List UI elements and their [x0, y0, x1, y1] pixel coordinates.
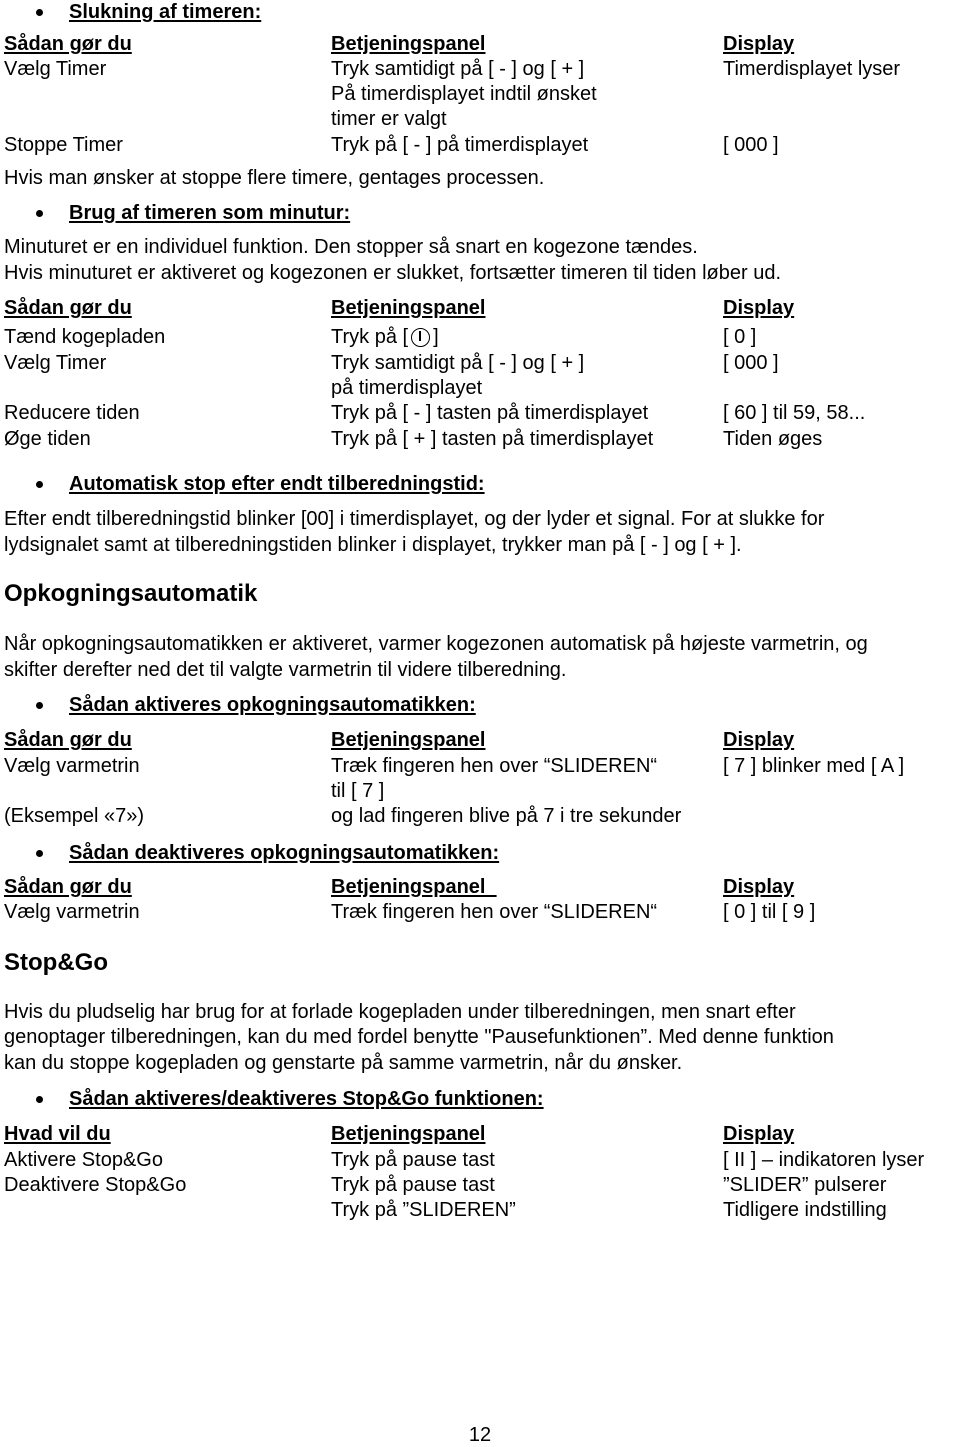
cell: [ 0 ] [723, 326, 757, 348]
cell: Træk fingeren hen over “SLIDEREN“ [331, 755, 658, 777]
cell: På timerdisplayet indtil ønsket [331, 83, 597, 105]
cell: Tryk på [ + ] tasten på timerdisplayet [331, 428, 654, 450]
header-col2: Betjeningspanel [331, 729, 486, 751]
cell: ”SLIDER” pulserer [723, 1174, 887, 1196]
cell: Tænd kogepladen [4, 326, 166, 348]
cell: Tiden øges [723, 428, 823, 450]
header-col3: Display [723, 297, 795, 319]
note-text [0, 166, 960, 191]
text: kan du stoppe kogepladen og genstarte på samme varmetrin, når du ønsker. [4, 1052, 683, 1074]
header-col3: Display [723, 876, 795, 898]
bullet-dot [36, 1096, 43, 1103]
bullet-dot [36, 702, 43, 709]
cell: Tryk på pause tast [331, 1174, 495, 1196]
text: Hvis minuturet er aktiveret og kogezonen er slukket, fortsætter timeren til tiden løber ud. [4, 262, 782, 284]
table-row [0, 401, 960, 426]
cell: Reducere tiden [4, 402, 140, 424]
text: Når opkogningsautomatikken er aktiveret, varmer kogezonen automatisk på højeste varmetrin, og [4, 633, 868, 655]
cell: Tryk på pause tast [331, 1149, 495, 1171]
cell: Tryk på [ - ] på timerdisplayet [331, 134, 589, 156]
header-col2: Betjeningspanel [331, 876, 497, 898]
bullet-title: Sådan aktiveres/deaktiveres Stop&Go funktionen: [69, 1088, 544, 1110]
cell: [ II ] – indikatoren lyser [723, 1149, 925, 1171]
table-row [0, 376, 960, 401]
table-row [0, 1148, 960, 1173]
text: lydsignalet samt at tilberedningstiden blinker i displayet, trykker man på [ - ] og [ + ]. [4, 534, 742, 556]
header-col1: Sådan gør du [4, 33, 132, 55]
text: Efter endt tilberedningstid blinker [00] i timerdisplayet, og der lyder et signal. For at slukke for [4, 508, 825, 530]
header-col2: Betjeningspanel [331, 33, 486, 55]
table-row [0, 82, 960, 107]
table-header [0, 875, 960, 900]
cell: Aktivere Stop&Go [4, 1149, 163, 1171]
cell: Tryk samtidigt på [ - ] og [ + ] [331, 352, 585, 374]
text: Minuturet er en individuel funktion. Den stopper så snart en kogezone tændes. [4, 236, 698, 258]
cell: Vælg varmetrin [4, 755, 140, 777]
text: skifter derefter ned det til valgte varmetrin til videre tilberedning. [4, 659, 567, 681]
paragraph-line [0, 261, 960, 286]
table-row [0, 804, 960, 829]
cell: og lad fingeren blive på 7 i tre sekunder [331, 805, 682, 827]
header-col2: Betjeningspanel [331, 1123, 486, 1145]
cell: Stoppe Timer [4, 134, 123, 156]
paragraph-line [0, 1051, 960, 1076]
table-row [0, 107, 960, 132]
table-row [0, 779, 960, 804]
table-row [0, 351, 960, 376]
cell: Træk fingeren hen over “SLIDEREN“ [331, 901, 658, 923]
cell: Vælg Timer [4, 352, 107, 374]
bullet-title: Slukning af timeren: [69, 1, 262, 23]
cell: [ 60 ] til 59, 58... [723, 402, 866, 424]
header-col3: Display [723, 33, 795, 55]
table-header [0, 728, 960, 753]
paragraph-line [0, 507, 960, 532]
bullet-dot [36, 481, 43, 488]
cell: Vælg varmetrin [4, 901, 140, 923]
cell: Timerdisplayet lyser [723, 58, 901, 80]
cell: timer er valgt [331, 108, 447, 130]
paragraph-line [0, 632, 960, 657]
section-heading: Stop&Go [4, 949, 108, 976]
text: genoptager tilberedningen, kan du med fordel benytte "Pausefunktionen”. Med denne funktion [4, 1026, 834, 1048]
section-heading: Opkogningsautomatik [4, 580, 258, 607]
table-row [0, 1198, 960, 1223]
cell: Deaktivere Stop&Go [4, 1174, 187, 1196]
table-header [0, 32, 960, 57]
cell-text: ] [433, 326, 439, 348]
table-row [0, 57, 960, 82]
table-row [0, 325, 960, 350]
header-col1: Sådan gør du [4, 297, 132, 319]
header-col2: Betjeningspanel [331, 297, 486, 319]
table-header [0, 1122, 960, 1147]
cell: til [ 7 ] [331, 780, 385, 802]
cell: Tryk på [ - ] tasten på timerdisplayet [331, 402, 649, 424]
paragraph-line [0, 533, 960, 558]
cell-text: Tryk på [ [331, 326, 409, 348]
bullet-dot [36, 850, 43, 857]
cell: [ 000 ] [723, 352, 779, 374]
note: Hvis man ønsker at stoppe flere timere, gentages processen. [4, 167, 545, 189]
table-row [0, 900, 960, 925]
table-row [0, 427, 960, 452]
text: Hvis du pludselig har brug for at forlade kogepladen under tilberedningen, men snart efter [4, 1001, 796, 1023]
header-col3: Display [723, 729, 795, 751]
bullet-dot [36, 9, 43, 16]
page-number: 12 [468, 1424, 492, 1446]
paragraph-line [0, 1025, 960, 1050]
bullet-title: Sådan deaktiveres opkogningsautomatikken: [69, 842, 500, 864]
table-header [0, 296, 960, 321]
table-row [0, 133, 960, 158]
cell: Vælg Timer [4, 58, 107, 80]
cell: Tryk samtidigt på [ - ] og [ + ] [331, 58, 585, 80]
cell: på timerdisplayet [331, 377, 483, 399]
bullet-title: Sådan aktiveres opkogningsautomatikken: [69, 694, 476, 716]
cell: [ 000 ] [723, 134, 779, 156]
header-col1: Sådan gør du [4, 876, 132, 898]
bullet-title: Automatisk stop efter endt tilberedningstid: [69, 473, 485, 495]
table-row [0, 754, 960, 779]
cell [331, 325, 439, 350]
header-col1: Sådan gør du [4, 729, 132, 751]
cell: Tidligere indstilling [723, 1199, 887, 1221]
paragraph-line [0, 1000, 960, 1025]
power-icon [411, 328, 430, 347]
cell: Øge tiden [4, 428, 91, 450]
bullet-dot [36, 210, 43, 217]
header-col1: Hvad vil du [4, 1123, 111, 1145]
cell: (Eksempel «7») [4, 805, 145, 827]
paragraph-line [0, 235, 960, 260]
paragraph-line [0, 658, 960, 683]
cell: [ 7 ] blinker med [ A ] [723, 755, 905, 777]
header-col3: Display [723, 1123, 795, 1145]
cell: Tryk på ”SLIDEREN” [331, 1199, 516, 1221]
bullet-title: Brug af timeren som minutur: [69, 202, 351, 224]
cell: [ 0 ] til [ 9 ] [723, 901, 816, 923]
table-row [0, 1173, 960, 1198]
